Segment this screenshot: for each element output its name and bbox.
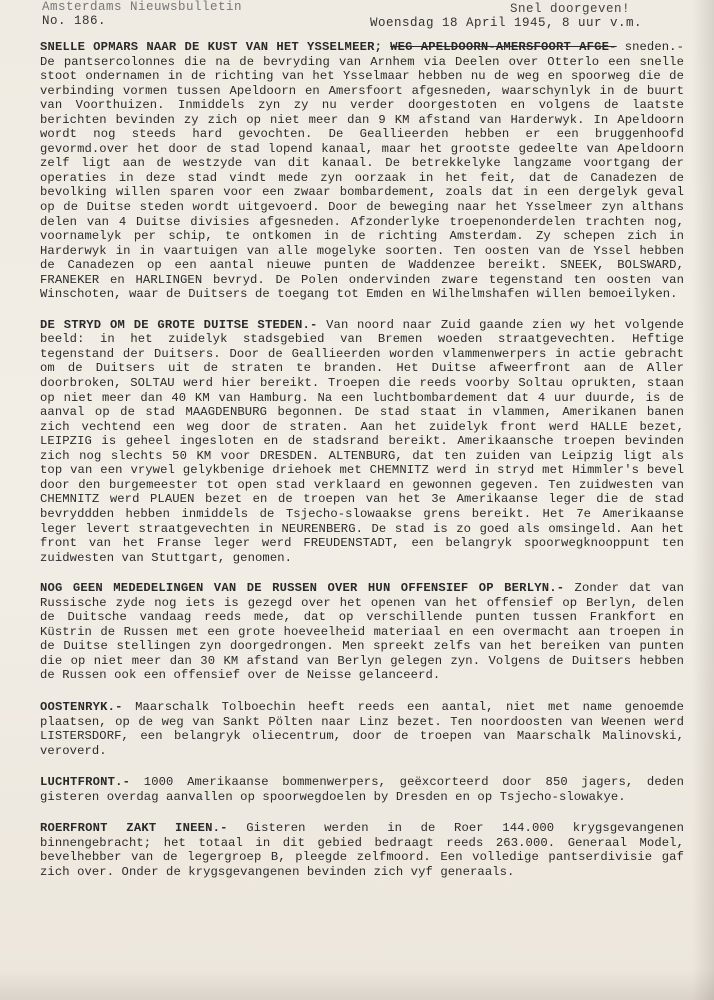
paragraph-heading: DE STRYD OM DE GROTE DUITSE STEDEN.- bbox=[40, 317, 318, 332]
bulletin-tagline: Snel doorgeven! bbox=[510, 2, 631, 16]
paragraph-heading: ROERFRONT ZAKT INEEN.- bbox=[40, 821, 228, 836]
news-paragraph bbox=[40, 700, 684, 758]
news-paragraph bbox=[40, 775, 684, 804]
paragraph-text: Van noord naar Zuid gaande zien wy het volgende beeld: in het zuidelyk stadsgebied van Bremen woeden straatgevechten. Heftige tegenstand der Duitsers. Door de Geallieerden worden vlammenwerpers in actie gebracht om de Duitsers uit de straten te branden. Het Duitse afweerfront aan de Aller doorbroken, SOLTAU werd hier bereikt. Troepen die reeds voorby Soltau oprukten, staan op niet meer dan 40 KM van Hamburg. Na een luchtbombardement dat 4 uur duurde, is de aanval op de stad MAAGDENBURG begonnen. De stad staat in vlammen, Amerikanen banen zich vechtend een weg door de straten. Aan het zuidelyk front werd HALLE bezet, LEIPZIG is geheel ingesloten en de stadsrand bereikt. Amerikaansche troepen bevinden zich nog slechts 50 KM voor DRESDEN. ALTENBURG, dat ten zuiden van Leipzig ligt als top van een vrywel gelykbenige driehoek met CHEMNITZ werd in stryd met Himmler's bevel door den burgemeester tot open stad verklaard en gewonnen gegeven. Ten zuidwesten van CHEMNITZ werd PLAUEN bezet en de troepen van het 3e Amerikaanse leger die de stad bevryddden hebben inmiddels de Tsjecho-slowaakse grens bereikt. Het 7e Amerikaanse leger levert straatgevechten in NEURENBERG. De stad is zo goed als omsingeld. Aan het front van het Franse leger werd FREUDENSTADT, een belangryk spoorwegknooppunt ten zuidwesten van Stuttgart, genomen. bbox=[40, 317, 684, 565]
news-paragraph bbox=[40, 318, 684, 565]
paragraph-heading: OOSTENRYK.- bbox=[40, 699, 123, 714]
bulletin-title: Amsterdams Nieuwsbulletin bbox=[42, 0, 243, 14]
paragraph-heading-struck: WEG APELDOORN-AMERSFOORT AFGE- bbox=[390, 40, 617, 54]
paragraph-text: 1000 Amerikaanse bommenwerpers, geëxcorteerd door 850 jagers, deden gisteren overdag aanvallen op spoorwegdoelen by Dresden en op Tsjecho-slowakye. bbox=[40, 775, 684, 804]
paragraph-text: Maarschalk Tolboechin heeft reeds een aantal, niet met name genoemde plaatsen, op de weg van Sankt Pölten naar Linz bezet. Ten noordoosten van Weenen werd LISTERSDORF, een belangryk oliecentrum, door de troepen van Maarschalk Malinovski, veroverd. bbox=[40, 699, 684, 758]
paper-bottom-shadow bbox=[0, 970, 714, 1000]
bulletin-body bbox=[40, 40, 684, 894]
bulletin-date: Woensdag 18 April 1945, 8 uur v.m. bbox=[370, 16, 643, 30]
news-paragraph bbox=[40, 581, 684, 683]
bulletin-header bbox=[0, 0, 714, 40]
paragraph-text: sneden.- De pantsercolonnes die na de bevryding van Arnhem via Deelen over Otterlo een snelle stoot ondernamen in de richting van het Ysselmaar hebben nu de weg en spoorweg die de verbinding vormen tussen Apeldoorn en Amersfoort afgesneden, waarschynlyk in de buurt van Voorthuizen. Inmiddels zyn zy nu verder doorgestoten en volgens de laatste berichten bevinden zy zich op niet meer dan 9 KM afstand van Harderwyk. In Apeldoorn wordt nog steeds hard gevochten. De Geallieerden hebben er een bruggenhoofd gevormd.over het door de stad lopend kanaal, maar het grootste gedeelte van Apeldoorn zelf ligt aan de westzyde van dit kanaal. De betrekkelyke langzame voortgang der operaties in deze stad vindt mede zyn oorzaak in het feit, dat de Canadezen de bevolking willen sparen voor een zwaar bombardement, zoals dat in een dergelyk geval op de Duitse steden wordt uitgevoerd. Door de beweging naar het Ysselmeer zyn althans delen van 4 Duitse divisies afgesneden. Afzonderlyke troepenonderdelen trachten nog, voornamelyk per schip, te ontkomen in de richting Amsterdam. Zy schepen zich in Harderwyk in in vaartuigen van alle mogelyke soorten. Ten oosten van de Yssel hebben de Canadezen op een aantal nieuwe punten de Waddenzee bereikt. SNEEK, BOLSWARD, FRANEKER en HARLINGEN bevryd. De Polen ondervinden zware tegenstand ten oosten van Winschoten, waar de Duitsers de toegang tot Emden en Wilhelmshafen willen bemoeilyken. bbox=[40, 40, 684, 302]
paper-edge-shadow bbox=[692, 0, 714, 1000]
paragraph-text: Zonder dat van Russische zyde nog iets is gezegd over het openen van het offensief op Berlyn, delen de Duitsche vandaag reeds mede, dat op verschillende punten tussen Frankfort en Küstrin de Russen met een grote hoeveelheid materiaal en een overmacht aan troepen in de Duitse stellingen zyn doorgedrongen. Men spreekt zelfs van het bereiken van punten die op niet meer dan 30 KM afstand van Berlyn gelegen zyn. Volgens de Duitsers hebben de Russen ook een offensief over de Neisse gelanceerd. bbox=[40, 581, 685, 683]
paragraph-text: Gisteren werden in de Roer 144.000 krygsgevangenen binnengebracht; het totaal in dit gebied bedraagt reeds 263.000. Generaal Model, bevelhebber van de legergroep B, pleegde zelfmoord. Een volledige pantserdivisie gaf zich over. Onder de krygsgevangenen bevinden zich vyf generaals. bbox=[40, 821, 684, 879]
news-paragraph bbox=[40, 40, 684, 302]
news-paragraph bbox=[40, 821, 684, 879]
paragraph-heading: SNELLE OPMARS NAAR DE KUST VAN HET YSSELMEER; bbox=[40, 40, 383, 54]
bulletin-number: No. 186. bbox=[42, 14, 107, 28]
paragraph-heading: LUCHTFRONT.- bbox=[40, 775, 131, 790]
paragraph-heading: NOG GEEN MEDEDELINGEN VAN DE RUSSEN OVER HUN OFFENSIEF OP BERLYN.- bbox=[40, 581, 565, 596]
